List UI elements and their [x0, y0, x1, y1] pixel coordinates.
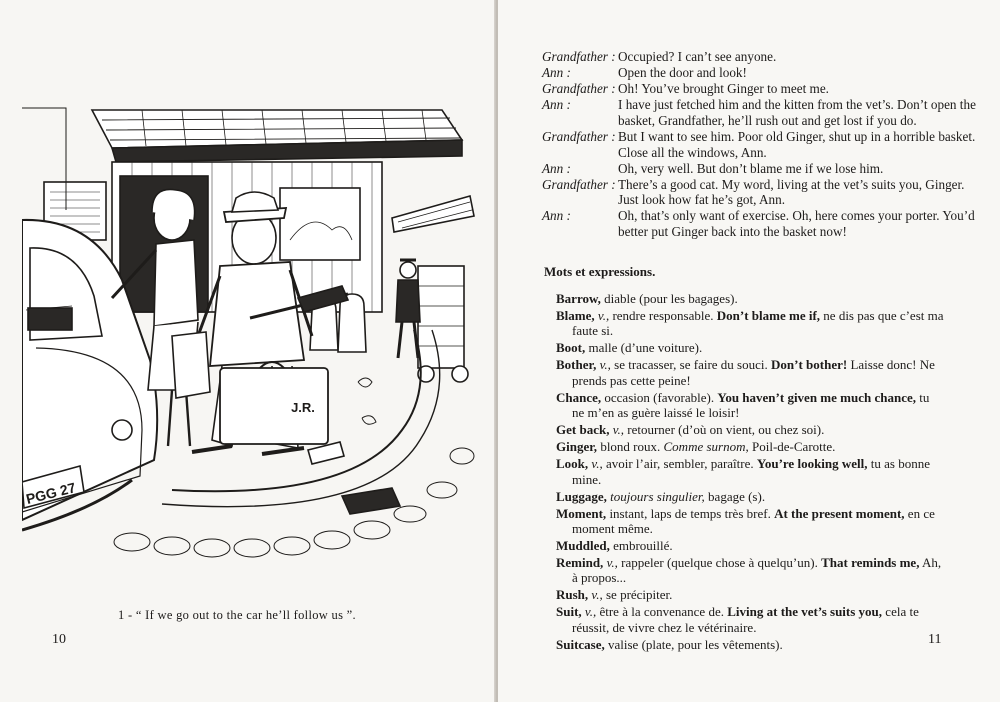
vocab-term: Boot, [556, 340, 586, 356]
speech: I have just fetched him and the kitten from the vet’s. Don’t open the basket, Grandfather, he’ll rush out and get lost if you do. [618, 97, 976, 128]
vocab-italic-note: toujours singulier, [610, 488, 705, 504]
vocab-entry [556, 439, 944, 454]
vocab-entry [556, 555, 944, 586]
vocab-entry [556, 390, 944, 421]
vocab-grammar: v., [612, 422, 625, 438]
vocab-definition: occasion (favorable). [604, 389, 715, 405]
vocab-entry [556, 604, 944, 635]
left-page [0, 0, 496, 702]
right-page [498, 0, 1000, 702]
vocab-definition-2: Poil-de-Carotte. [752, 439, 836, 455]
vocab-term: Barrow, [556, 291, 601, 306]
vocab-phrase-definition: Ah, à propos... [572, 555, 942, 586]
speaker: Ann : [542, 160, 571, 176]
vocab-entry [556, 538, 944, 553]
speech: Oh, very well. But don’t blame me if we lose him. [618, 160, 884, 176]
illustration-caption: 1 - “ If we go out to the car he’ll follow us ”. [118, 608, 356, 622]
vocab-definition: rappeler (quelque chose à quelqu’un). [621, 555, 818, 571]
vocab-entry [556, 422, 944, 437]
speaker: Ann : [542, 208, 571, 224]
page-number-right: 11 [928, 632, 942, 647]
vocab-definition: rendre responsable. [612, 308, 714, 323]
speech: Oh, that’s only want of exercise. Oh, here comes your porter. You’d better put Ginger back into the basket now! [618, 208, 975, 240]
vocab-phrase: At the present moment, [774, 505, 905, 521]
vocab-definition: avoir l’air, sembler, paraître. [605, 456, 754, 472]
vocab-definition: blond roux. [600, 439, 661, 455]
dialogue-line [542, 177, 982, 208]
vocab-entry [556, 456, 944, 487]
dialogue-line [542, 65, 982, 81]
vocab-entry [556, 291, 944, 306]
vocab-phrase: Don’t bother! [771, 357, 848, 373]
speech: But I want to see him. Poor old Ginger, shut up in a horrible basket. Close all the windows, Ann. [618, 128, 976, 160]
vocab-definition: retourner (d’où on vient, ou chez soi). [627, 422, 825, 438]
vocab-grammar: v., [584, 604, 597, 620]
vocab-term: Rush, [556, 587, 589, 603]
vocab-entry [556, 489, 944, 504]
speaker: Grandfather : [542, 128, 616, 144]
vocab-entry [556, 308, 944, 339]
vocab-grammar: v., [606, 555, 618, 571]
speaker: Ann : [542, 65, 571, 81]
vocab-definition: bagage (s). [708, 488, 766, 504]
vocab-phrase-definition: tu ne m’en as guère laissé le loisir! [572, 389, 930, 421]
vocab-term: Suitcase, [556, 636, 605, 652]
vocab-phrase: Don’t blame me if, [716, 308, 821, 323]
dialogue [542, 49, 982, 240]
speaker: Grandfather : [542, 81, 616, 97]
vocab-term: Ginger, [556, 439, 598, 455]
illustration-station-scene [22, 100, 482, 600]
vocab-phrase-definition: en ce moment même. [572, 505, 935, 537]
dialogue-line [542, 49, 982, 65]
speech: Open the door and look! [618, 65, 747, 81]
dialogue-line [542, 208, 982, 239]
speaker: Ann : [542, 97, 571, 113]
vocab-phrase-definition: cela te réussit, de vivre chez le vétérinaire. [572, 604, 919, 635]
suitcase-initials: J.R. [291, 400, 315, 415]
vocab-grammar: v., [591, 456, 603, 472]
vocab-term: Get back, [556, 422, 610, 438]
page-number-left: 10 [52, 632, 66, 647]
vocab-term: Luggage, [556, 488, 607, 504]
vocab-phrase: You haven’t given me much chance, [717, 389, 916, 405]
vocab-grammar: v., [597, 308, 610, 323]
vocab-term: Look, [556, 456, 589, 472]
vocab-definition: être à la convenance de. [599, 604, 724, 620]
speech: There’s a good cat. My word, living at the vet’s suits you, Ginger. Just look how fat he’s got, Ann. [618, 176, 965, 208]
vocab-entry [556, 637, 944, 652]
vocab-term: Suit, [556, 604, 582, 620]
dialogue-line [542, 81, 982, 97]
vocab-heading: Mots et expressions. [544, 264, 656, 279]
vocab-definition: se tracasser, se faire du souci. [614, 357, 768, 373]
speech: Oh! You’ve brought Ginger to meet me. [618, 81, 829, 97]
vocab-definition: valise (plate, pour les vêtements). [608, 636, 783, 652]
vocab-phrase: That reminds me, [821, 555, 920, 571]
vocab-entry [556, 506, 944, 537]
speaker: Grandfather : [542, 49, 616, 64]
vocab-italic-note: Comme surnom, [663, 439, 749, 455]
dialogue-line [542, 97, 982, 128]
vocab-definition: diable (pour les bagages). [604, 291, 738, 306]
vocab-term: Chance, [556, 389, 602, 405]
vocab-phrase: You’re looking well, [756, 456, 868, 472]
vocab-definition: malle (d’une voiture). [588, 340, 703, 356]
vocab-phrase-definition: Laisse donc! Ne prends pas cette peine! [572, 357, 935, 388]
vocab-term: Moment, [556, 505, 607, 521]
vocab-term: Muddled, [556, 538, 610, 554]
vocab-entry [556, 357, 944, 388]
vocab-grammar: v., [591, 587, 603, 603]
vocab-definition: se précipiter. [605, 587, 673, 603]
vocab-term: Blame, [556, 308, 595, 323]
vocab-definition: embrouillé. [613, 538, 673, 554]
vocab-term: Bother, [556, 357, 597, 373]
vocab-grammar: v., [599, 357, 611, 373]
dialogue-line [542, 129, 982, 160]
dialogue-line [542, 161, 982, 177]
speaker: Grandfather : [542, 176, 616, 192]
speech: Occupied? I can’t see anyone. [618, 49, 777, 64]
vocab-entry [556, 587, 944, 602]
licence-plate-text: PGG 27 [24, 479, 78, 508]
vocab-list [556, 291, 944, 654]
vocab-phrase-definition: tu as bonne mine. [572, 456, 930, 487]
vocab-term: Remind, [556, 555, 604, 571]
vocab-definition: instant, laps de temps très bref. [609, 505, 771, 521]
vocab-phrase: Living at the vet’s suits you, [727, 604, 883, 620]
vocab-phrase-definition: ne dis pas que c’est ma faute si. [572, 308, 944, 339]
vocab-entry [556, 340, 944, 355]
